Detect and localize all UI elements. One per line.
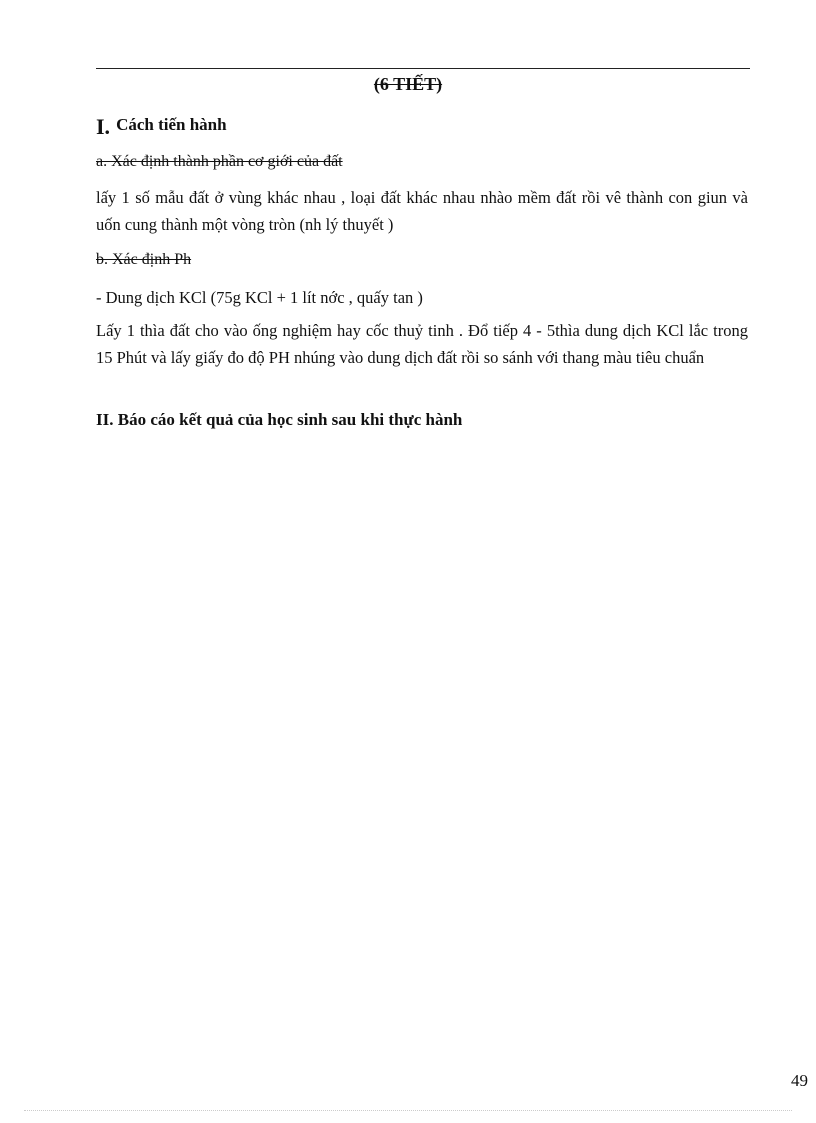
- section-1-title: Cách tiến hành: [116, 115, 227, 134]
- header-rule: [96, 68, 750, 69]
- section-1-numeral: I.: [96, 114, 111, 139]
- section-1-heading: [96, 114, 227, 140]
- page-title: (6 TIẾT): [373, 74, 443, 94]
- part-a-heading: a. Xác định thành phần cơ giới của đất: [96, 153, 343, 170]
- kcl-solution-line: - Dung dịch KCl (75g KCl + 1 lít nớc , quấy tan ): [96, 288, 423, 307]
- part-a-paragraph: lấy 1 số mẫu đất ở vùng khác nhau , loại đất khác nhau nhào mềm đất rồi vê thành con giun và uốn cung thành một vòng tròn (nh lý thuyết ): [96, 188, 748, 234]
- part-b-heading: b. Xác định Ph: [96, 251, 192, 268]
- page-number: 49: [791, 1071, 808, 1090]
- section-2-heading: II. Báo cáo kết quả của học sinh sau khi thực hành: [96, 410, 463, 429]
- footer-dotted-line: [24, 1110, 792, 1111]
- procedure-paragraph: Lấy 1 thìa đất cho vào ống nghiệm hay cốc thuỷ tinh . Đổ tiếp 4 - 5thìa dung dịch KCl lắc trong 15 Phút và lấy giấy đo độ PH nhúng vào dung dịch đất rồi so sánh với thang màu tiêu chuẩn: [96, 321, 748, 367]
